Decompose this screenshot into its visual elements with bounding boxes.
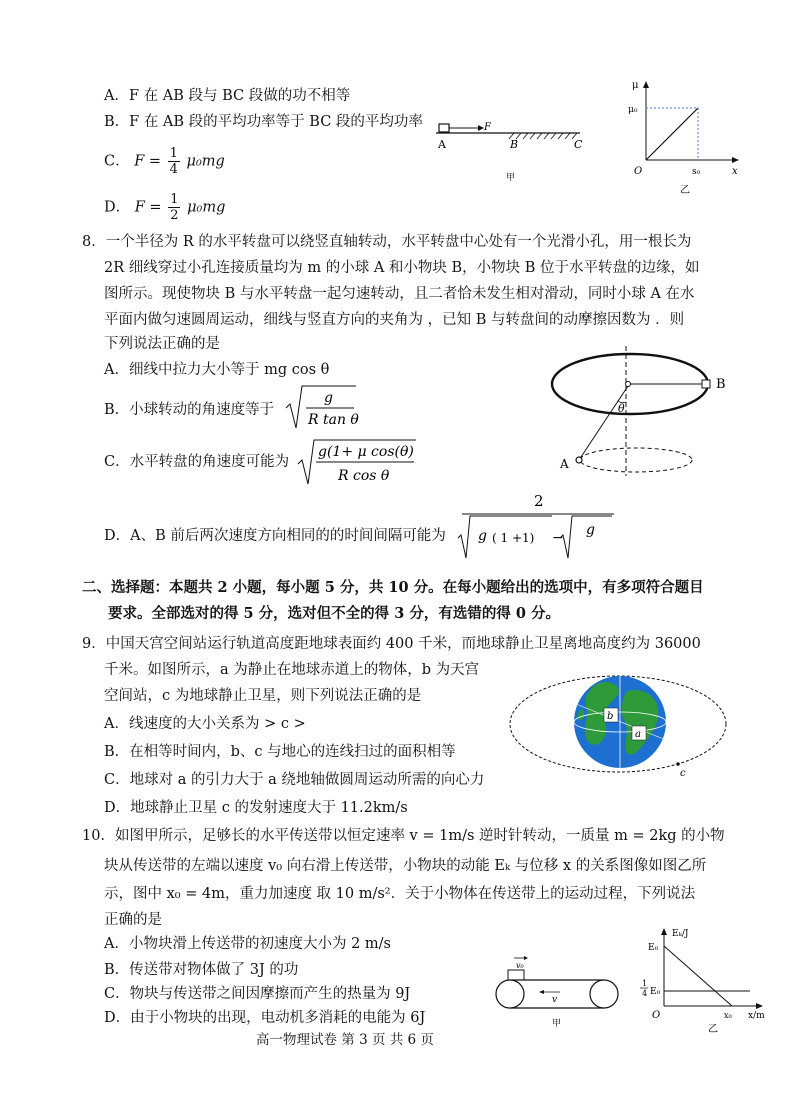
q8-stem-line4: 平面内做匀速圆周运动，细线与竖直方向的夹角为 ，已知 B 与转盘间的动摩擦因数为 ．则 [104,312,685,328]
q10-figure-jia [490,950,630,1030]
svg-text:R tan θ: R tan θ [308,412,359,428]
q8-option-d: D．A、B 前后两次速度方向相同的的时间间隔可能为 [104,528,446,544]
caption-jia: 甲 [506,173,516,183]
q7-option-c: C． F = $\frac{1}{4}$ μ₀mg [104,146,225,177]
q10-option-b: B．传送带对物体做了 3J 的功 [104,962,299,978]
y-axis-label: Eₖ/J [672,929,689,939]
origin-label: O [634,166,643,177]
q8-option-d-fraction [456,490,618,560]
q10-option-c: C．物块与传送带之间因摩擦而产生的热量为 9J [104,986,411,1002]
label-b: b [607,711,614,722]
q9-orbit-figure [506,668,730,782]
q7-figure-jia [436,118,586,188]
q9-stem-line1: 9．中国天宫空间站运行轨道高度距地球表面约 400 千米，而地球静止卫星离地高度约为 36000 [82,636,701,652]
q7-option-a: A．F 在 AB 段与 BC 段做的功不相等 [104,88,351,104]
label-a: a [635,729,641,740]
origin-label: O [652,1010,661,1021]
q9-option-d: D．地球静止卫星 c 的发射速度大于 11.2km/s [104,800,408,816]
fraction: $\frac{1}{2}$ [170,192,179,223]
q8-option-c: C．水平转盘的角速度可能为 [104,454,290,470]
q8-turntable-figure [548,344,738,480]
page-footer: 高一物理试卷 第 3 页 共 6 页 [256,1032,434,1048]
q9-stem-line3: 空间站，c 为地球静止卫星，则下列说法正确的是 [104,688,422,704]
q8-stem-line2: 2R 细线穿过小孔连接质量均为 m 的小球 A 和小物块 B，小物块 B 位于水平转盘的边缘，如 [104,260,700,276]
svg-text:2: 2 [534,492,544,510]
svg-text:( 1 +1): ( 1 +1) [492,531,535,545]
y-tick-e0: E₀ [648,943,659,953]
x-tick-s0: s₀ [692,167,701,177]
q7-figure-yi [626,80,746,198]
section2-heading-line1: 二、选择题：本题共 2 小题，每小题 5 分，共 10 分。在每小题给出的选项中，有多项符合题目 [82,579,704,596]
q7-option-b: B．F 在 AB 段的平均功率等于 BC 段的平均功率 [104,114,423,130]
q8-stem-line5: 下列说法正确的是 [104,336,220,352]
caption-yi: 乙 [680,185,690,196]
label-b: B [716,377,726,392]
q9-option-b: B．在相等时间内，b、c 与地心的连线扫过的面积相等 [104,744,456,760]
q10-option-a: A．小物块滑上传送带的初速度大小为 2 m/s [104,936,391,952]
q10-stem-line2: 块从传送带的左端以速度 v₀ 向右滑上传送带，小物块的动能 Eₖ 与位移 x 的关系图像如图乙所 [104,858,707,874]
q10-stem-line4: 正确的是 [104,912,162,928]
svg-text:−: − [552,530,564,546]
q10-stem-line3: 示，图中 x₀ = 4m，重力加速度 取 10 m/s²．关于小物体在传送带上的运动过程，下列说法 [104,886,696,902]
section2-heading-line2: 要求。全部选对的得 5 分，选对但不全的得 3 分，有选错的得 0 分。 [108,605,561,622]
x-axis-label: x [732,166,738,177]
label-c: C [574,138,583,151]
label-a: A [560,457,569,471]
y-tick-mu0: μ₀ [628,105,638,115]
q8-option-b-sqrt [284,382,360,432]
q9-stem-line2: 千米。如图所示，a 为静止在地球赤道上的物体，b 为天宫 [104,662,480,678]
svg-text:4: 4 [642,989,648,998]
label-theta: θ [618,402,625,415]
label-c: c [680,768,686,779]
fraction: $\frac{1}{4}$ [169,146,178,177]
svg-text:g: g [324,390,333,406]
svg-text:1: 1 [642,979,648,988]
q8-stem-line3: 图所示。现使物块 B 与水平转盘一起匀速转动，且二者恰未发生相对滑动，同时小球 A 在水 [104,286,695,302]
x-axis-label: x/m [748,1011,765,1021]
caption-yi: 乙 [708,1024,718,1035]
q8-option-c-sqrt [296,436,420,488]
label-f: F [484,122,491,133]
q10-stem-line1: 10．如图甲所示，足够长的水平传送带以恒定速率 v = 1m/s 逆时针转动，一质量 m = 2kg 的小物 [82,828,725,844]
q10-figure-yi [640,926,770,1036]
label-v0: v₀ [516,961,524,970]
q7-option-d: D． F = $\frac{1}{2}$ μ₀mg [104,192,226,223]
q9-option-a: A．线速度的大小关系为 > c > [104,716,306,732]
q8-option-b: B．小球转动的角速度等于 [104,402,275,418]
svg-text:g(1+ μ cos(θ): g(1+ μ cos(θ) [318,444,414,460]
caption-jia: 甲 [552,1019,562,1029]
q10-option-d: D．由于小物块的出现，电动机多消耗的电能为 6J [104,1010,426,1026]
label-a: A [438,138,446,151]
svg-text:g: g [586,522,595,538]
y-tick-quarter-e0: E₀ [650,987,661,997]
q8-stem-line1: 8．一个半径为 R 的水平转盘可以绕竖直轴转动，水平转盘中心处有一个光滑小孔，用一根长为 [82,234,692,250]
x-tick-x0: x₀ [724,1011,732,1020]
label-b: B [510,138,519,151]
y-axis-label: μ [632,80,639,91]
svg-text:g: g [478,528,487,544]
q9-option-c: C．地球对 a 的引力大于 a 绕地轴做圆周运动所需的向心力 [104,772,485,788]
label-v: v [552,995,558,1005]
q8-option-a: A．细线中拉力大小等于 mg cos θ [104,362,330,378]
svg-text:R cos θ: R cos θ [338,468,390,484]
